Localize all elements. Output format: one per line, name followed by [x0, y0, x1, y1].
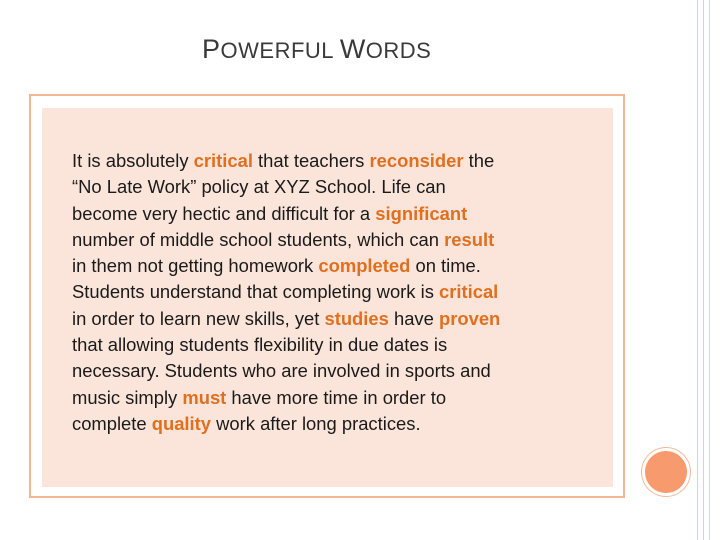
- highlighted-word: proven: [438, 307, 501, 329]
- paragraph-line: [72, 306, 602, 332]
- text-segment: the: [463, 150, 495, 171]
- slide-title: [202, 34, 431, 65]
- title-initial: P: [202, 34, 221, 64]
- text-segment: become very hectic and difficult for a: [72, 202, 376, 224]
- paragraph-line: [72, 201, 602, 227]
- paragraph-line: [72, 148, 602, 174]
- title-text: ORDS: [365, 38, 432, 63]
- text-segment: that allowing students flexibility in due dates is: [72, 334, 448, 356]
- text-segment: number of middle school students, which can: [72, 228, 445, 250]
- text-segment: in them not getting homework: [72, 255, 319, 277]
- text-segment: work after long practices.: [211, 412, 421, 434]
- text-segment: “No Late Work” policy at XYZ School. Life can: [72, 176, 446, 198]
- decorative-edge-line: [709, 0, 710, 540]
- paragraph-line: [72, 411, 602, 437]
- text-segment: in order to learn new skills, yet: [72, 307, 325, 329]
- highlighted-word: studies: [324, 307, 389, 329]
- text-segment: have more time in order to: [226, 386, 447, 408]
- highlighted-word: reconsider: [369, 150, 464, 171]
- body-paragraph: [72, 148, 602, 437]
- highlighted-word: critical: [439, 281, 499, 303]
- text-segment: complete: [72, 412, 152, 434]
- paragraph-line: [72, 174, 602, 200]
- highlighted-word: must: [182, 386, 227, 408]
- paragraph-line: [72, 227, 602, 253]
- highlighted-word: result: [444, 228, 495, 250]
- paragraph-line: [72, 385, 602, 411]
- title-text: OWERFUL: [220, 38, 340, 63]
- decorative-edge-line: [697, 0, 698, 540]
- highlighted-word: significant: [375, 202, 468, 224]
- text-segment: on time.: [410, 255, 481, 277]
- text-segment: necessary. Students who are involved in sports and: [72, 360, 491, 382]
- text-segment: It is absolutely: [72, 150, 194, 171]
- paragraph-line: [72, 358, 602, 384]
- decorative-circle: [642, 448, 690, 496]
- highlighted-word: completed: [318, 255, 411, 277]
- paragraph-line: [72, 332, 602, 358]
- text-segment: Students understand that completing work is: [72, 281, 439, 303]
- highlighted-word: critical: [193, 150, 253, 171]
- highlighted-word: quality: [151, 412, 212, 434]
- paragraph-line: [72, 279, 602, 305]
- title-initial: W: [339, 34, 366, 64]
- text-segment: that teachers: [252, 150, 370, 171]
- text-segment: have: [388, 307, 439, 329]
- decorative-edge-line: [703, 0, 704, 540]
- paragraph-line: [72, 253, 602, 279]
- text-segment: music simply: [72, 386, 183, 408]
